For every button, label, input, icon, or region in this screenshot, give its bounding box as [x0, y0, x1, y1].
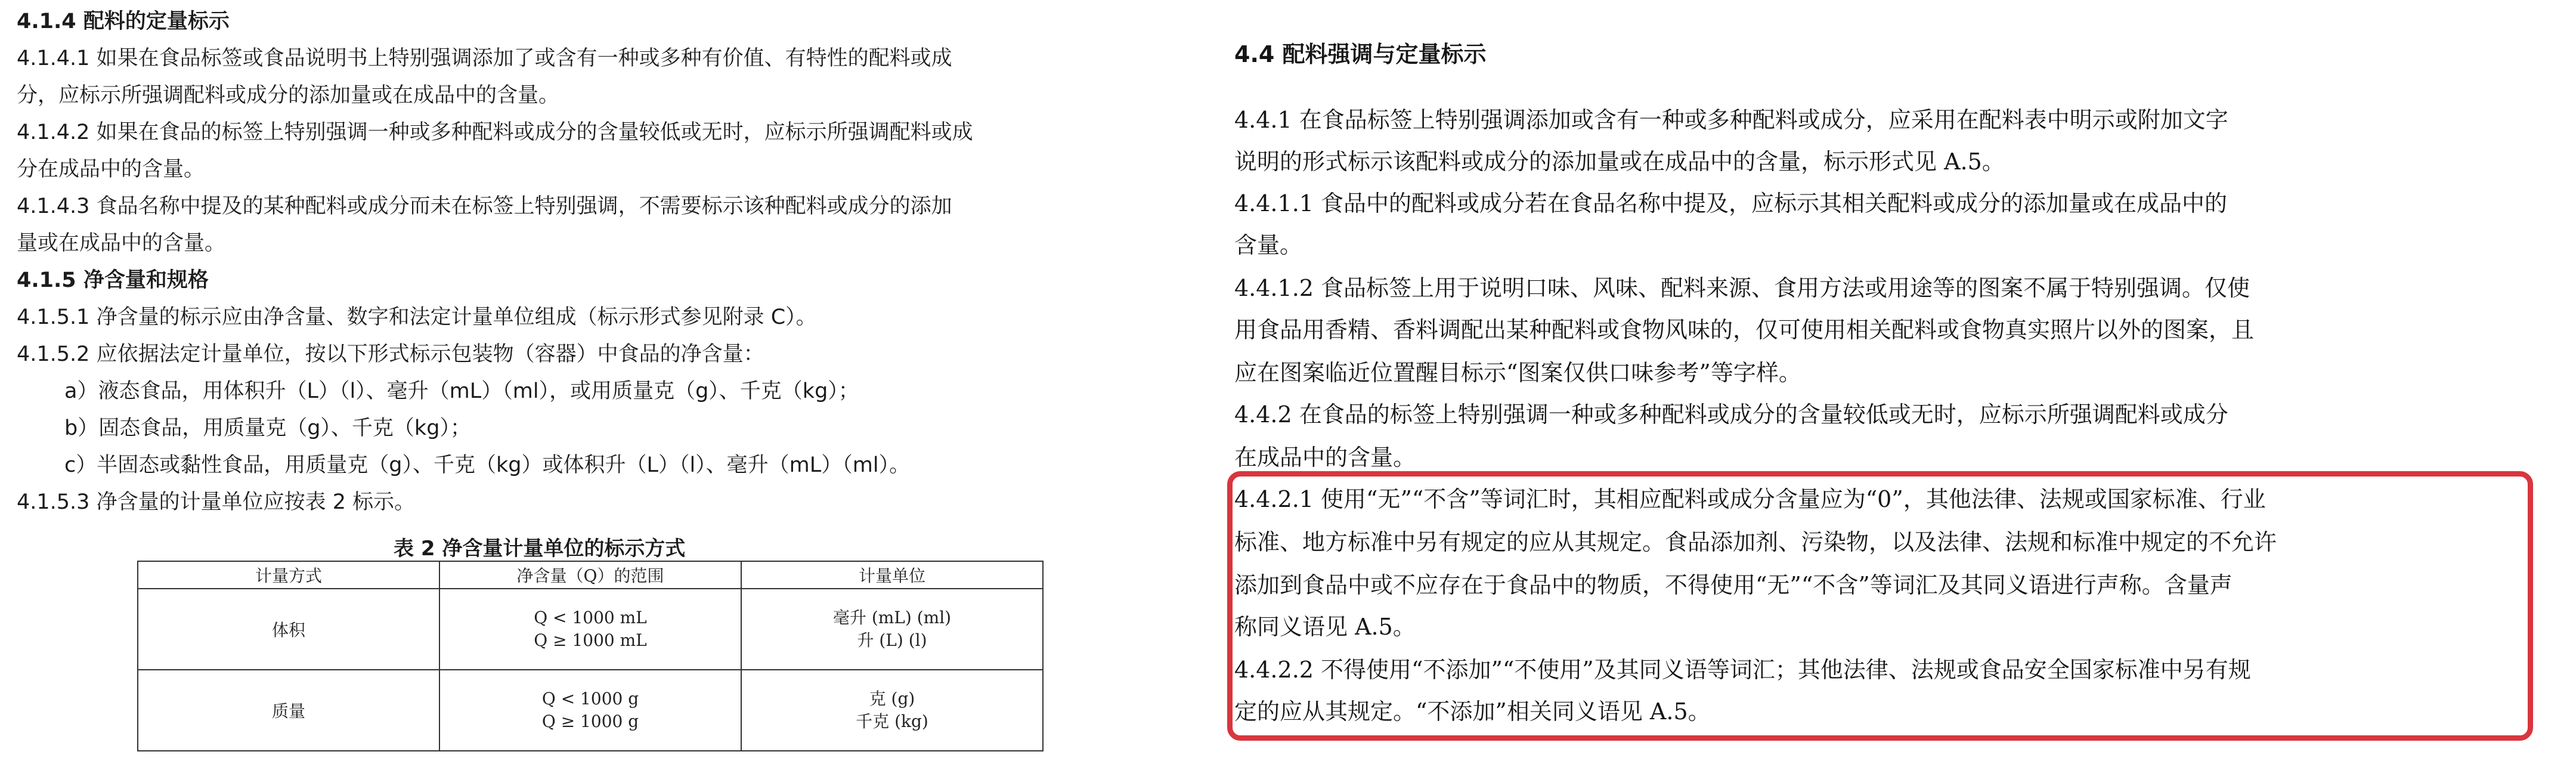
list-item-b: b）固态食品，用质量克（g）、千克（kg）；	[64, 416, 471, 440]
text-line: 4.1.5.3 净含量的计量单位应按表 2 标示。	[17, 490, 416, 514]
range-line: Q ≥ 1000 g	[541, 711, 639, 731]
text-line: 4.1.4.1 如果在食品标签或食品说明书上特别强调添加了或含有一种或多种有价值、有特性的配料或成	[17, 47, 952, 70]
text-line: 4.1.5.2 应依据法定计量单位，按以下形式标示包装物（容器）中食品的净含量：	[17, 342, 764, 366]
text-line: 应在图案临近位置醒目标示“图案仅供口味参考”等字样。	[1234, 360, 1801, 386]
text-line: 4.1.4.3 食品名称中提及的某种配料或成分而未在标签上特别强调，不需要标示该种配料或成分的添加	[17, 194, 952, 218]
range-line: Q < 1000 g	[541, 689, 639, 709]
table-row	[138, 589, 1043, 670]
heading-4-1-5: 4.1.5 净含量和规格	[17, 268, 209, 292]
text-line: 4.4.2.2 不得使用“不添加”“不使用”及其同义语等词汇；其他法律、法规或食品安全国家标准中另有规	[1234, 657, 2251, 683]
table-row	[138, 670, 1043, 751]
list-item-c: c）半固态或黏性食品，用质量克（g）、千克（kg）或体积升（L）（l）、毫升（mL）（ml）。	[64, 453, 911, 477]
table-cell-method: 质量	[138, 670, 439, 751]
unit-line: 克 (g)	[869, 689, 915, 709]
range-line: Q < 1000 mL	[534, 608, 647, 627]
table-header-row	[138, 561, 1043, 589]
text-line: 4.1.5.1 净含量的标示应由净含量、数字和法定计量单位组成（标示形式参见附录 C）。	[17, 305, 817, 329]
unit-line: 升 (L) (l)	[857, 630, 927, 650]
range-line: Q ≥ 1000 mL	[534, 630, 647, 650]
text-line: 分在成品中的含量。	[17, 157, 205, 181]
unit-line: 毫升 (mL) (ml)	[832, 608, 952, 627]
text-line: 添加到食品中或不应存在于食品中的物质，不得使用“无”“不含”等词汇及其同义语进行声称。含量声	[1234, 572, 2233, 598]
table-cell-unit	[741, 589, 1043, 670]
text-line: 4.4.1 在食品标签上特别强调添加或含有一种或多种配料或成分，应采用在配料表中明示或附加文字	[1234, 107, 2228, 133]
text-line: 说明的形式标示该配料或成分的添加量或在成品中的含量，标示形式见 A.5。	[1234, 149, 2005, 175]
table-title: 表 2 净含量计量单位的标示方式	[394, 537, 686, 561]
table-cell-method: 体积	[138, 589, 439, 670]
unit-line: 千克 (kg)	[856, 711, 928, 731]
heading-4-1-4: 4.1.4 配料的定量标示	[17, 10, 230, 33]
text-line: 含量。	[1234, 232, 1303, 258]
text-line: 标准、地方标准中另有规定的应从其规定。食品添加剂、污染物，以及法律、法规和标准中规定的不允许	[1234, 529, 2277, 555]
heading-4-4: 4.4 配料强调与定量标示	[1234, 41, 1487, 67]
text-line: 4.4.2.1 使用“无”“不含”等词汇时，其相应配料或成分含量应为“0”，其他法律、法规或国家标准、行业	[1234, 486, 2266, 512]
text-line: 4.4.1.2 食品标签上用于说明口味、风味、配料来源、食用方法或用途等的图案不属于特别强调。仅使	[1234, 275, 2250, 301]
text-line: 分，应标示所强调配料或成分的添加量或在成品中的含量。	[17, 83, 560, 107]
net-content-unit-table	[137, 561, 1044, 751]
list-item-a: a）液态食品，用体积升（L）（l）、毫升（mL）（ml），或用质量克（g）、千克（kg）；	[64, 379, 859, 403]
text-line: 用食品用香精、香料调配出某种配料或食物风味的，仅可使用相关配料或食物真实照片以外的图案，且	[1234, 317, 2255, 343]
text-line: 称同义语见 A.5。	[1234, 614, 1416, 640]
text-line: 在成品中的含量。	[1234, 444, 1416, 471]
text-line: 量或在成品中的含量。	[17, 231, 226, 255]
table-header-cell: 计量方式	[138, 561, 439, 589]
table-cell-range	[439, 670, 741, 751]
table-header-cell: 计量单位	[741, 561, 1043, 589]
text-line: 定的应从其规定。“不添加”相关同义语见 A.5。	[1234, 698, 1711, 725]
table-header-cell: 净含量（Q）的范围	[439, 561, 741, 589]
table-cell-unit	[741, 670, 1043, 751]
text-line: 4.1.4.2 如果在食品的标签上特别强调一种或多种配料或成分的含量较低或无时，应标示所强调配料或成	[17, 120, 973, 144]
table-cell-range	[439, 589, 741, 670]
text-line: 4.4.2 在食品的标签上特别强调一种或多种配料或成分的含量较低或无时，应标示所强调配料或成分	[1234, 401, 2228, 428]
highlight-box	[1227, 471, 2533, 741]
text-line: 4.4.1.1 食品中的配料或成分若在食品名称中提及，应标示其相关配料或成分的添加量或在成品中的	[1234, 190, 2228, 216]
